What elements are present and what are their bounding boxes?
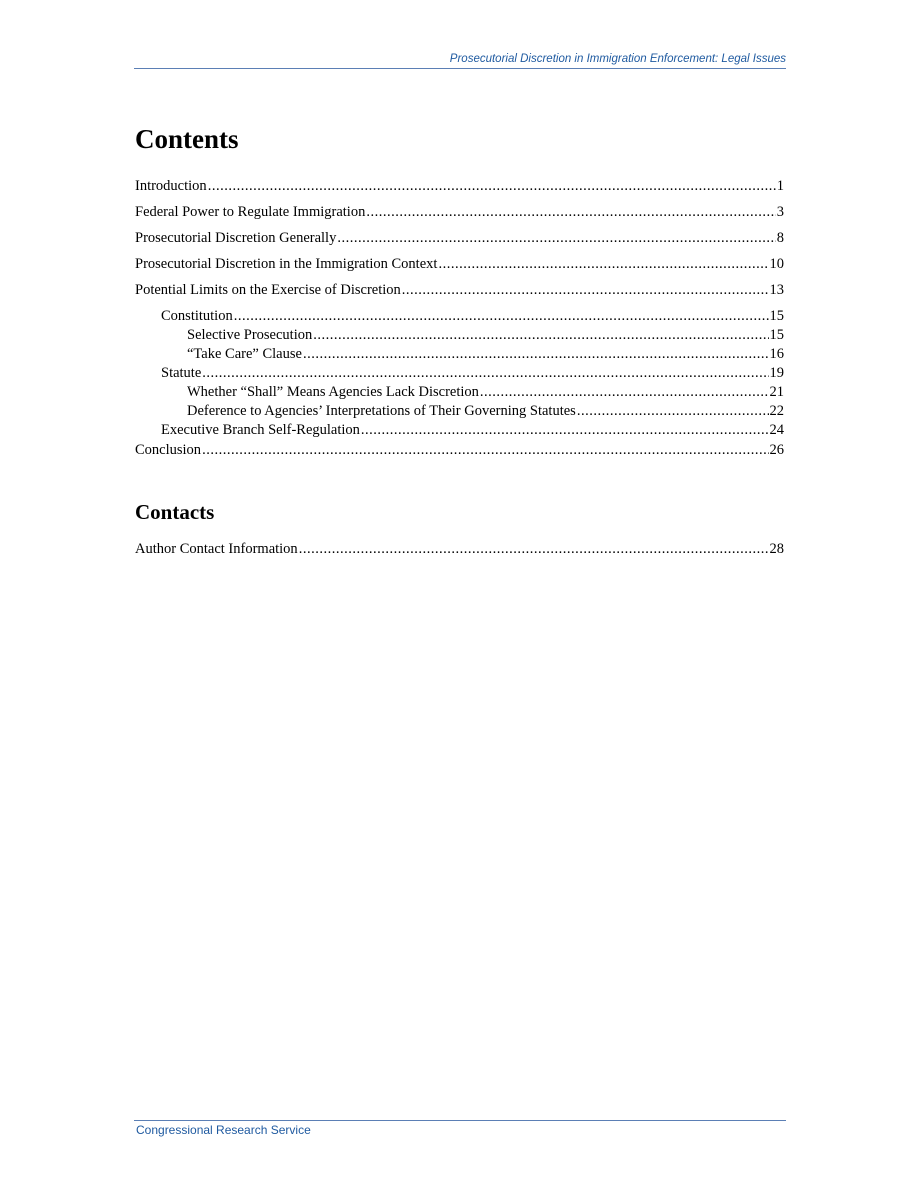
toc-page-number: 28 (769, 541, 784, 557)
toc-entry[interactable] (135, 230, 784, 247)
toc-page-number: 16 (769, 346, 784, 362)
header-rule (134, 68, 786, 69)
toc-dot-leader (366, 204, 775, 221)
toc-dot-leader (303, 346, 769, 363)
toc-page-number: 13 (769, 282, 784, 298)
toc-entry-title: Conclusion (135, 442, 202, 458)
toc-page-number: 8 (776, 230, 784, 246)
toc-entry[interactable] (135, 541, 784, 558)
toc-entry[interactable] (135, 256, 784, 273)
toc-entry[interactable] (135, 422, 784, 439)
toc-dot-leader (299, 541, 769, 558)
toc-page-number: 22 (769, 403, 784, 419)
toc-page-number: 15 (769, 327, 784, 343)
toc-entry-title: Deference to Agencies’ Interpretations of Their Governing Statutes (187, 403, 576, 419)
toc-entry-title: Federal Power to Regulate Immigration (135, 204, 366, 220)
running-header-title: Prosecutorial Discretion in Immigration Enforcement: Legal Issues (449, 53, 786, 65)
toc-entry-title: Constitution (161, 308, 233, 324)
toc-dot-leader (402, 282, 769, 299)
toc-entry-title: Potential Limits on the Exercise of Discretion (135, 282, 401, 298)
toc-page-number: 21 (769, 384, 784, 400)
toc-entry[interactable] (135, 178, 784, 195)
toc-dot-leader (208, 178, 776, 195)
toc-page-number: 15 (769, 308, 784, 324)
toc-entry[interactable] (135, 384, 784, 401)
toc-entry[interactable] (135, 346, 784, 363)
footer-rule (134, 1120, 786, 1121)
contacts-heading: Contacts (135, 500, 215, 524)
toc-entry-title: Statute (161, 365, 202, 381)
toc-page-number: 24 (769, 422, 784, 438)
toc-dot-leader (234, 308, 769, 325)
toc-entry[interactable] (135, 442, 784, 459)
toc-entry[interactable] (135, 327, 784, 344)
toc-dot-leader (577, 403, 769, 420)
contents-heading: Contents (135, 124, 239, 154)
toc-dot-leader (361, 422, 769, 439)
toc-dot-leader (438, 256, 768, 273)
toc-entry-title: Selective Prosecution (187, 327, 313, 343)
toc-dot-leader (313, 327, 768, 344)
toc-page-number: 1 (776, 178, 784, 194)
toc-page-number: 19 (769, 365, 784, 381)
toc-page-number: 26 (769, 442, 784, 458)
toc-dot-leader (202, 365, 768, 382)
toc-page-number: 3 (776, 204, 784, 220)
contacts-list (135, 541, 784, 567)
toc-entry-title: Whether “Shall” Means Agencies Lack Discretion (187, 384, 479, 400)
toc-dot-leader (202, 442, 768, 459)
toc-entry[interactable] (135, 204, 784, 221)
toc-dot-leader (337, 230, 775, 247)
toc-page-number: 10 (769, 256, 784, 272)
toc-entry-title: Prosecutorial Discretion Generally (135, 230, 337, 246)
toc-entry[interactable] (135, 403, 784, 420)
toc-entry-title: Introduction (135, 178, 207, 194)
footer-organization: Congressional Research Service (136, 1123, 311, 1137)
toc-entry[interactable] (135, 365, 784, 382)
toc-entry-title: Prosecutorial Discretion in the Immigration Context (135, 256, 438, 272)
toc-dot-leader (480, 384, 769, 401)
toc-entry-title: “Take Care” Clause (187, 346, 302, 362)
toc-entry[interactable] (135, 308, 784, 325)
toc-entry-title: Executive Branch Self-Regulation (161, 422, 360, 438)
toc-entry-title: Author Contact Information (135, 541, 298, 557)
toc-entry[interactable] (135, 282, 784, 299)
table-of-contents (135, 178, 784, 468)
